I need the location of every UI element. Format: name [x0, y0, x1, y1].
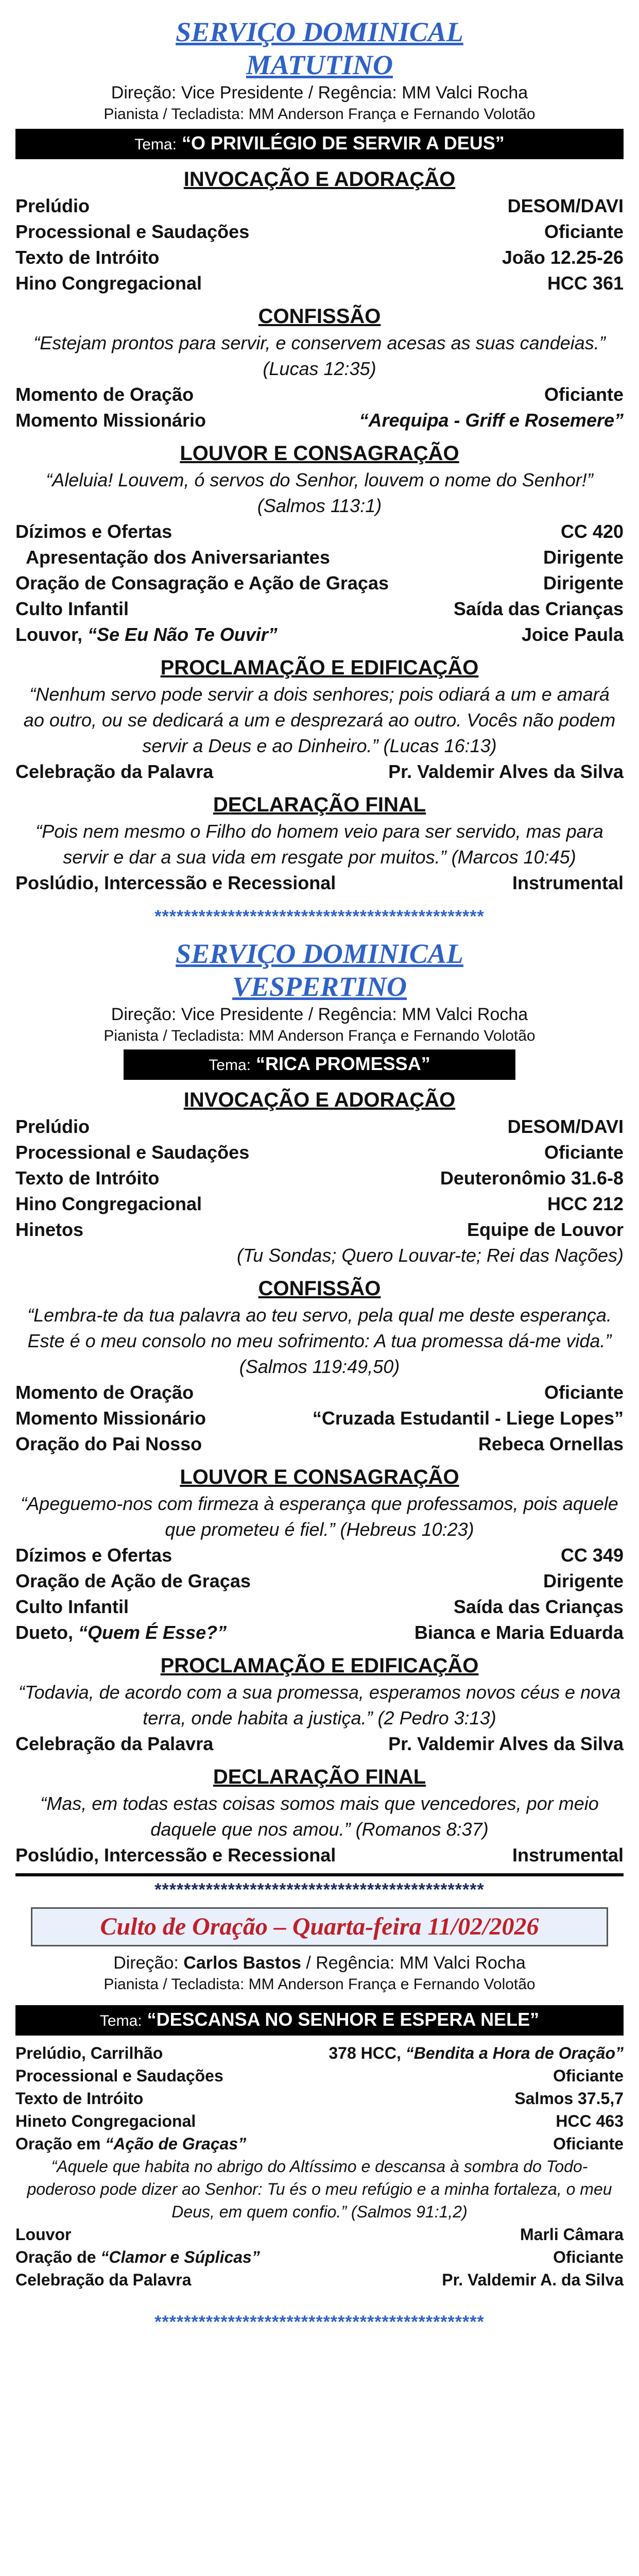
program-row: [15, 382, 624, 408]
program-row: [15, 245, 624, 270]
program-row: [15, 545, 624, 570]
row-value: Pr. Valdemir Alves da Silva: [388, 761, 624, 782]
program-row: [15, 1431, 624, 1457]
louvor-label: Louvor,: [15, 624, 88, 645]
hinetos-note: (Tu Sondas; Quero Louvar-te; Rei das Nações): [236, 1245, 624, 1266]
row-value: HCC 361: [547, 273, 624, 294]
song-title: “Se Eu Não Te Ouvir”: [88, 624, 278, 645]
row-label: Texto de Intróito: [15, 2089, 144, 2108]
direcao-name: Carlos Bastos: [183, 1953, 301, 1973]
row-value: Oficiante: [544, 221, 624, 242]
row-label: Apresentação dos Aniversariantes: [26, 547, 330, 568]
row-label: Momento de Oração: [15, 1382, 194, 1403]
row-label: Dízimos e Ofertas: [15, 521, 172, 542]
program-row: [15, 219, 624, 245]
song-title: “Quem É Esse?”: [78, 1622, 227, 1643]
row-value: Dirigente: [543, 572, 624, 594]
program-row: [15, 1380, 624, 1405]
separator-stars: *********************************************: [154, 907, 485, 926]
oracao-direcao: [15, 1952, 624, 1974]
row-value: “Cruzada Estudantil - Liege Lopes”: [312, 1408, 624, 1429]
row-label: Prelúdio: [15, 1116, 90, 1137]
tema-label: Tema:: [209, 1057, 251, 1074]
row-value: Oficiante: [544, 384, 624, 405]
program-row: [15, 2132, 624, 2155]
matutino-title-line1: SERVIÇO DOMINICAL: [176, 16, 463, 47]
row-value: Pr. Valdemir A. da Silva: [442, 2270, 624, 2289]
row-label: [15, 2132, 246, 2155]
tema-label: Tema:: [99, 2012, 142, 2029]
row-value: DESOM/DAVI: [507, 1116, 624, 1137]
separator-stars: *********************************************: [154, 1880, 485, 1900]
row-value: Dirigente: [543, 1570, 624, 1591]
oracao-title-box: Culto de Oração – Quarta-feira 11/02/2026: [31, 1907, 608, 1946]
row-value: Dirigente: [543, 547, 624, 568]
direcao-suffix: / Regência: MM Valci Rocha: [301, 1953, 526, 1973]
program-row: [15, 1114, 624, 1140]
song-title: “Ação de Graças”: [105, 2134, 247, 2153]
program-row: [15, 519, 624, 545]
vespertino-louvor-heading: LOUVOR E CONSAGRAÇÃO: [180, 1466, 459, 1488]
matutino-title-line2: MATUTINO: [246, 49, 393, 80]
row-label: Texto de Intróito: [15, 247, 160, 268]
program-row: [15, 1140, 624, 1165]
separator-stars: *********************************************: [154, 2312, 485, 2332]
row-label: Momento de Oração: [15, 384, 194, 405]
dueto-label: Dueto,: [15, 1622, 78, 1643]
row-label: Poslúdio, Intercessão e Recessional: [15, 872, 336, 893]
bible-quote: “Nenhum servo pode servir a dois senhores; pois odiará a um e amará ao outro, ou se dedicará a um e desprezará ao outro. Vocês não podem servir a Deus e ao Dinheiro.” (Lucas 16:13): [23, 684, 616, 756]
row-value: Saída das Crianças: [453, 598, 624, 619]
program-row: [15, 193, 624, 219]
row-label: Processional e Saudações: [15, 2066, 223, 2085]
program-row: [15, 408, 624, 433]
tema-label: Tema:: [134, 136, 177, 153]
row-label: Texto de Intróito: [15, 1167, 160, 1189]
vespertino-direcao: Direção: Vice Presidente / Regência: MM Valci Rocha: [111, 1005, 528, 1024]
row-label: Processional e Saudações: [15, 221, 250, 242]
program-row: [15, 270, 624, 296]
oracao-pianista: Pianista / Tecladista: MM Anderson França e Fernando Volotão: [103, 1976, 536, 1993]
row-value: “Arequipa - Griff e Rosemere”: [359, 410, 624, 431]
row-value: CC 420: [560, 521, 624, 542]
row-label: Momento Missionário: [15, 1408, 206, 1429]
row-label: Hino Congregacional: [15, 1193, 202, 1214]
row-value: Oficiante: [553, 2248, 624, 2266]
row-label: Hineto Congregacional: [15, 2112, 196, 2130]
matutino-tema-bar: [15, 129, 624, 159]
row-value: Instrumental: [512, 1844, 624, 1866]
matutino-tema: “O PRIVILÉGIO DE SERVIR A DEUS”: [181, 132, 505, 154]
row-value: Bianca e Maria Eduarda: [414, 1622, 624, 1643]
row-value: Oficiante: [544, 1382, 624, 1403]
row-label: Processional e Saudações: [15, 1142, 250, 1163]
program-row: [15, 2042, 624, 2064]
row-label: [15, 622, 278, 648]
row-label: Celebração da Palavra: [15, 2270, 192, 2289]
program-row: [15, 1842, 624, 1868]
oracao-tema: “DESCANSA NO SENHOR E ESPERA NELE”: [147, 2009, 540, 2030]
program-row: [15, 2087, 624, 2110]
row-label: Culto Infantil: [15, 1596, 129, 1617]
row-label: Momento Missionário: [15, 410, 206, 431]
bible-quote: “Lembra-te da tua palavra ao teu servo, pela qual me deste esperança. Este é o meu consolo no meu sofrimento: A tua promessa dá-me vida.” (Salmos 119:49,50): [27, 1304, 612, 1377]
row-value: Equipe de Louvor: [467, 1219, 624, 1240]
row-value: Joice Paula: [521, 624, 624, 645]
row-label: Culto Infantil: [15, 598, 129, 619]
row-value: Oficiante: [553, 2066, 624, 2085]
row-value: HCC 212: [547, 1193, 624, 1214]
bible-quote: “Estejam prontos para servir, e conservem acesas as suas candeias.” (Lucas 12:35): [33, 332, 606, 379]
row-label: Hino Congregacional: [15, 273, 202, 294]
matutino-declaracao-heading: DECLARAÇÃO FINAL: [213, 793, 426, 816]
row-label: Poslúdio, Intercessão e Recessional: [15, 1844, 336, 1866]
row-label: [15, 2246, 260, 2268]
vespertino-declaracao-heading: DECLARAÇÃO FINAL: [213, 1766, 426, 1788]
row-value: Pr. Valdemir Alves da Silva: [388, 1733, 624, 1754]
song-title: “Bendita a Hora de Oração”: [405, 2044, 624, 2062]
vespertino-pianista: Pianista / Tecladista: MM Anderson França e Fernando Volotão: [103, 1027, 536, 1044]
program-row: [15, 1165, 624, 1191]
row-value: Rebeca Ornellas: [478, 1433, 624, 1454]
program-row: [15, 2110, 624, 2132]
row-value: DESOM/DAVI: [507, 195, 624, 216]
row-value: Oficiante: [544, 1142, 624, 1163]
row-value: Instrumental: [512, 872, 624, 893]
bible-quote: “Apeguemo-nos com firmeza à esperança que professamos, pois aquele que prometeu é fiel.” (Hebreus 10:23): [21, 1493, 618, 1540]
vespertino-tema-bar: [124, 1049, 515, 1080]
row-value: Marli Câmara: [520, 2225, 624, 2244]
program-row: [15, 1217, 624, 1243]
vespertino-proclamacao-heading: PROCLAMAÇÃO E EDIFICAÇÃO: [160, 1654, 479, 1677]
program-row: [15, 2223, 624, 2246]
program-row: [15, 1594, 624, 1620]
bible-quote: “Todavia, de acordo com a sua promessa, esperamos novos céus e nova terra, onde habita a justiça.” (2 Pedro 3:13): [18, 1682, 621, 1728]
row-value: CC 349: [560, 1545, 624, 1566]
matutino-louvor-heading: LOUVOR E CONSAGRAÇÃO: [180, 442, 459, 465]
row-value: Deuteronômio 31.6-8: [440, 1167, 624, 1189]
direcao-prefix: Direção:: [113, 1953, 184, 1973]
matutino-direcao: Direção: Vice Presidente / Regência: MM Valci Rocha: [111, 83, 528, 103]
program-row: [15, 570, 624, 596]
row-label: Prelúdio: [15, 195, 90, 216]
program-row: [15, 1191, 624, 1217]
matutino-proclamacao-heading: PROCLAMAÇÃO E EDIFICAÇÃO: [160, 656, 479, 679]
program-row: [15, 1568, 624, 1594]
matutino-pianista: Pianista / Tecladista: MM Anderson França e Fernando Volotão: [103, 106, 536, 123]
matutino-confissao-heading: CONFISSÃO: [258, 305, 381, 328]
program-row: [15, 1543, 624, 1568]
program-row: [15, 1731, 624, 1757]
bible-quote: “Mas, em todas estas coisas somos mais que vencedores, por meio daquele que nos amou.” (Romanos 8:37): [40, 1793, 599, 1840]
program-row: [15, 2246, 624, 2268]
row-value: [329, 2042, 624, 2064]
vespertino-invocacao-heading: INVOCAÇÃO E ADORAÇÃO: [183, 1089, 456, 1111]
vespertino-confissao-heading: CONFISSÃO: [258, 1277, 381, 1300]
bible-quote: “Pois nem mesmo o Filho do homem veio para ser servido, mas para servir e dar a sua vida em resgate por muitos.” (Marcos 10:45): [36, 821, 603, 868]
bible-quote: “Aquele que habita no abrigo do Altíssimo e descansa à sombra do Todo-poderoso pode dizer ao Senhor: Tu és o meu refúgio e a minha fortaleza, o meu Deus, em quem confio.” (Salmos 91:1,2): [27, 2157, 612, 2221]
program-row: [15, 759, 624, 785]
vespertino-title-line1: SERVIÇO DOMINICAL: [176, 938, 463, 969]
vespertino-tema: “RICA PROMESSA”: [256, 1053, 430, 1074]
program-row: [15, 1620, 624, 1646]
clamor-label: Oração de: [15, 2248, 101, 2266]
row-label: Prelúdio, Carrilhão: [15, 2044, 163, 2062]
oracao-em-label: Oração em: [15, 2134, 106, 2153]
program-row: [15, 622, 624, 648]
oracao-tema-bar: [15, 2005, 624, 2036]
hymn-number: 378 HCC,: [329, 2044, 406, 2062]
bible-quote: “Aleluia! Louvem, ó servos do Senhor, louvem o nome do Senhor!” (Salmos 113:1): [46, 469, 593, 516]
row-value: João 12.25-26: [502, 247, 624, 268]
song-title: “Clamor e Súplicas”: [100, 2248, 260, 2266]
vespertino-title-line2: VESPERTINO: [232, 971, 407, 1002]
row-value: HCC 463: [556, 2112, 624, 2130]
row-label: [15, 1620, 227, 1646]
row-value: Oficiante: [553, 2134, 624, 2153]
program-row: [15, 2064, 624, 2087]
row-value: Salmos 37.5,7: [514, 2089, 624, 2108]
row-label: Oração de Consagração e Ação de Graças: [15, 572, 389, 594]
program-row: [15, 2268, 624, 2291]
divider-rule: [15, 1873, 624, 1876]
row-label: Oração de Ação de Graças: [15, 1570, 251, 1591]
matutino-invocacao-heading: INVOCAÇÃO E ADORAÇÃO: [183, 168, 456, 191]
program-row: [15, 870, 624, 896]
row-label: Celebração da Palavra: [15, 761, 214, 782]
program-row: [15, 1405, 624, 1431]
row-label: Hinetos: [15, 1219, 84, 1240]
row-label: Dízimos e Ofertas: [15, 1545, 172, 1566]
row-label: Louvor: [15, 2225, 72, 2244]
row-value: Saída das Crianças: [453, 1596, 624, 1617]
program-row: [15, 596, 624, 622]
row-label: Oração do Pai Nosso: [15, 1433, 202, 1454]
row-label: Celebração da Palavra: [15, 1733, 214, 1754]
